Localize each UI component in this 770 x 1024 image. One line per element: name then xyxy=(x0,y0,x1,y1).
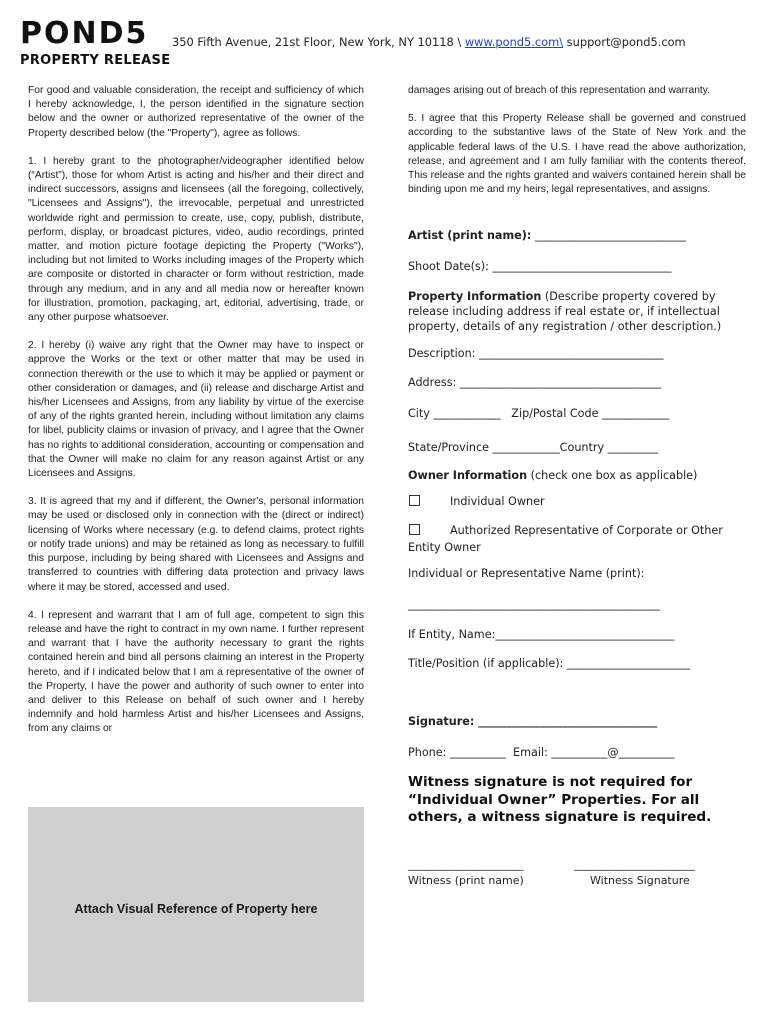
zip-line: ____________ xyxy=(598,407,670,420)
website-link[interactable]: www.pond5.com\ xyxy=(464,35,564,49)
clause-1: 1. I hereby grant to the photographer/videographer identified below (“Artist”), those for whom Artist is acting and his/her and their direct and indirect successors, assigns and licensees (all the foregoing, collectively, "Licensees and Assigns"), the irrevocable, perpetual and unrestricted worldwide right and permission to create, use, copy, publish, distribute, perform, display, or broadcast pictures, video, audio recordings, printed matter, and motion picture footage depicting the Property ("Works"), including but not limited to Works including images of the Property which are composite or distorted in character or form without restriction, made through any medium, and in any and all media now or hereafter known for illustration, promotion, packaging, art, editorial, advertising, trade, or any other purpose whatsoever. xyxy=(28,155,364,324)
pond5-logo: POND5 xyxy=(20,16,149,51)
clause-4-continuation: damages arising out of breach of this representation and warranty. xyxy=(408,85,711,96)
right-column xyxy=(408,84,746,197)
witness-signature-label: Witness Signature xyxy=(590,874,690,887)
shoot-date-field[interactable] xyxy=(408,260,748,273)
description-label: Description: xyxy=(408,347,476,360)
document-header xyxy=(20,16,760,66)
witness-signature-line[interactable]: ______________________ xyxy=(574,858,695,871)
attach-visual-label: Attach Visual Reference of Property here xyxy=(74,902,318,916)
signature-field[interactable] xyxy=(408,715,748,728)
page-title: PROPERTY RELEASE xyxy=(20,53,171,68)
rep-name-label: Individual or Representative Name (print): xyxy=(408,567,645,580)
witness-name-line[interactable]: _____________________ xyxy=(408,858,524,871)
company-contact xyxy=(172,35,686,49)
country-label: Country xyxy=(559,441,605,454)
individual-owner-label: Individual Owner xyxy=(450,495,545,508)
title-position-label: Title/Position (if applicable): xyxy=(408,657,564,670)
email-line: __________@__________ xyxy=(547,746,675,759)
entity-name-line: ________________________________ xyxy=(495,628,675,641)
country-line: _________ xyxy=(604,441,659,454)
visual-reference-area[interactable] xyxy=(28,807,364,1002)
authorized-rep-checkbox[interactable] xyxy=(409,524,420,535)
state-country-row[interactable] xyxy=(408,441,748,454)
phone-line: __________ xyxy=(446,746,506,759)
phone-email-row[interactable] xyxy=(408,746,748,759)
address-line: ____________________________________ xyxy=(456,376,662,389)
shoot-date-line: ________________________________ xyxy=(488,260,672,273)
property-info-label: Property Information xyxy=(408,290,542,303)
authorized-rep-label-1: Authorized Representative of Corporate or Other xyxy=(450,524,723,537)
state-label: State/Province xyxy=(408,441,489,454)
witness-notice: Witness signature is not required for “Individual Owner” Properties. For all others, a witness signature is required. xyxy=(408,774,712,826)
clause-2: 2. I hereby (i) waive any right that the Owner may have to inspect or approve the Works or the text or other matter that may be used in connection therewith or the use to which it may be applied or payment or other consideration or damages, and (ii) release and discharge Artist and his/her Licensees and Assigns, from any liability by virtue of the exercise of any of the rights granted herein, including without limitation any claims for libel, publicity claims or invasion of privacy, and I agree that the Owner has no rights to additional consideration, accounting or compensation and that the Owner will make no claim for any reason against Artist or any Licensees and Assigns. xyxy=(28,340,365,480)
address-label: Address: xyxy=(408,376,457,389)
shoot-date-label: Shoot Date(s): xyxy=(408,260,489,273)
clause-3: 3. It is agreed that my and if different, the Owner's, personal information may be used or disclosed only in connection with the (direct or indirect) licensing of Works where necessary (e.g. to defend claims, protect rights or notify trade unions) and may be retained as long as necessary to fulfill this purpose, including by being shared with Licensees and Assigns and transferred to countries with differing data protection and privacy laws where it may be stored, accessed and used. xyxy=(28,496,364,593)
description-field[interactable] xyxy=(408,347,748,360)
intro-paragraph: For good and valuable consideration, the receipt and sufficiency of which I hereby acknowledge, I, the person identified in the signature section below and the owner or authorized representative of the owner of the Property described below (the "Property"), agree as follows. xyxy=(28,85,364,139)
property-info-heading xyxy=(408,289,748,334)
owner-info-heading xyxy=(408,469,748,482)
artist-name-field[interactable] xyxy=(408,229,748,242)
clause-5: 5. I agree that this Property Release shall be governed and construed according to the substantive laws of the State of New York and the applicable federal laws of the U.S. I have read the above authorization, release, and agreement and I am fully familiar with the contents thereof. This release and the rights granted and waivers contained herein shall be binding upon me and my heirs, legal representatives, and assigns. xyxy=(408,113,746,196)
authorized-rep-label-2: Entity Owner xyxy=(408,541,481,554)
phone-label: Phone: xyxy=(408,746,447,759)
city-line: ____________ xyxy=(429,407,501,420)
email-label: Email: xyxy=(505,746,548,759)
signature-label: Signature: xyxy=(408,715,475,728)
property-info-desc: (Describe property covered by release including address if real estate or, if intellectual property, details of any registration / other description.) xyxy=(408,290,722,333)
entity-name-label: If Entity, Name: xyxy=(408,628,496,641)
owner-info-desc: (check one box as applicable) xyxy=(527,469,698,482)
title-position-field[interactable] xyxy=(408,657,748,670)
artist-line: ___________________________ xyxy=(531,229,686,242)
witness-name-label: Witness (print name) xyxy=(408,874,524,887)
individual-owner-option[interactable] xyxy=(408,495,748,508)
owner-info-label: Owner Information xyxy=(408,469,528,482)
description-line: _________________________________ xyxy=(475,347,664,360)
entity-name-field[interactable] xyxy=(408,628,748,641)
rep-name-line[interactable]: _____________________________________________ xyxy=(408,598,660,611)
individual-owner-checkbox[interactable] xyxy=(409,495,420,506)
artist-label: Artist (print name): xyxy=(408,229,532,242)
company-address: 350 Fifth Avenue, 21st Floor, New York, NY 10118 \ xyxy=(172,35,465,49)
left-column xyxy=(28,84,364,751)
support-email: support@pond5.com xyxy=(563,35,686,49)
signature-line: ________________________________ xyxy=(474,715,658,728)
city-label: City xyxy=(408,407,430,420)
title-position-line: ______________________ xyxy=(563,657,690,670)
clause-4: 4. I represent and warrant that I am of full age, competent to sign this release and have the right to contract in my own name. I further represent and warrant that I have the authority necessary to grant the rights contained herein and bind all persons claiming an interest in the Property hereto, and if I indicated below that I am a representative of the owner of the Property, I have the power and authority of such owner to enter into and deliver to this Release on behalf of such owner and I hereby indemnify and hold harmless Artist and his/her Licensees and Assigns, from any claims or xyxy=(28,609,364,735)
state-line: ____________ xyxy=(488,441,560,454)
city-zip-row[interactable] xyxy=(408,407,748,420)
zip-label: Zip/Postal Code xyxy=(500,407,599,420)
address-field[interactable] xyxy=(408,376,748,389)
authorized-rep-option[interactable] xyxy=(408,522,748,556)
